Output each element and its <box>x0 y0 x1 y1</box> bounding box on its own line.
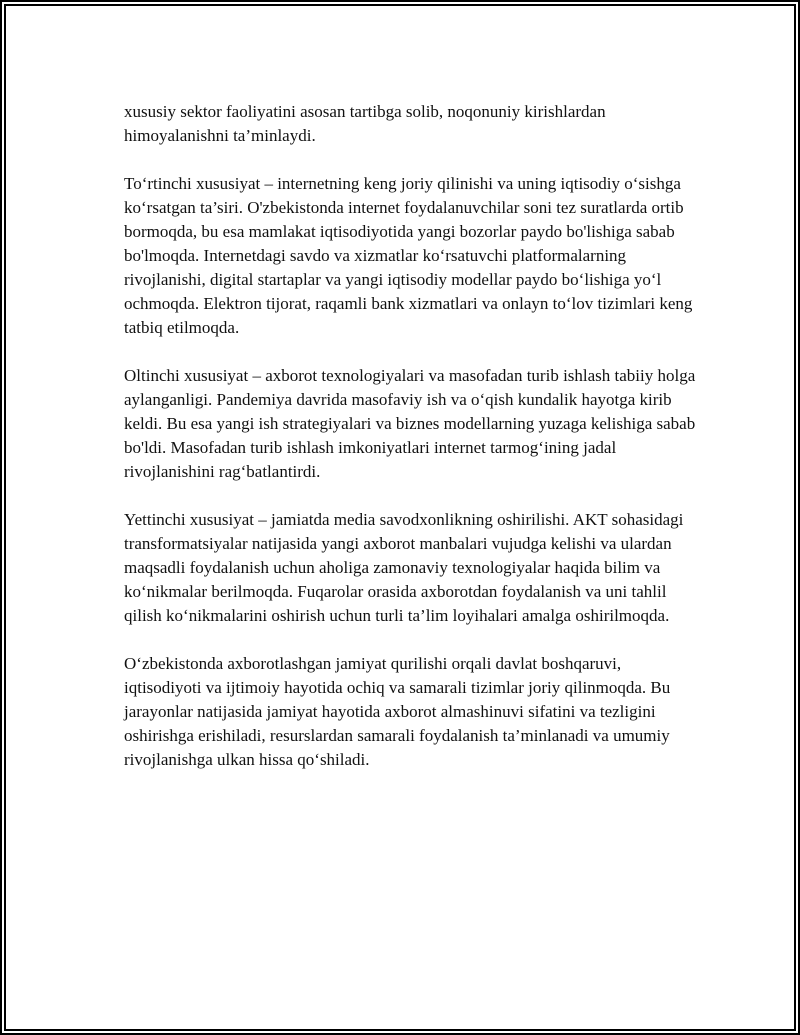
paragraph-conclusion: O‘zbekistonda axborotlashgan jamiyat qurilishi orqali davlat boshqaruvi, iqtisodiyoti va ijtimoiy hayotida ochiq va samarali tizimlar joriy qilinmoqda. Bu jarayonlar natijasida jamiyat hayotida axborot almashinuvi sifatini va tezligini oshirishga erishiladi, resurslardan samarali foydalanish ta’minlanadi va umumiy rivojlanishga ulkan hissa qo‘shiladi. <box>124 654 671 769</box>
paragraph-sixth-feature: Oltinchi xususiyat – axborot texnologiyalari va masofadan turib ishlash tabiiy holga aylanganligi. Pandemiya davrida masofaviy ish va o‘qish kundalik hayotga kirib keldi. Bu esa yangi ish strategiyalari va biznes modellarning yuzaga kelishiga sabab bo'ldi. Masofadan turib ishlash imkoniyatlari internet tarmog‘ining jadal rivojlanishini rag‘batlantirdi. <box>124 366 696 481</box>
paragraph-fourth-feature: To‘rtinchi xususiyat – internetning keng joriy qilinishi va uning iqtisodiy o‘sishga ko‘rsatgan ta’siri. O'zbekistonda internet foydalanuvchilar soni tez suratlarda ortib bormoqda, bu esa mamlakat iqtisodiyotida yangi bozorlar paydo bo'lishiga sabab bo'lmoqda. Internetdagi savdo va xizmatlar ko‘rsatuvchi platformalarning rivojlanishi, digital startaplar va yangi iqtisodiy modellar paydo bo‘lishiga yo‘l ochmoqda. Elektron tijorat, raqamli bank xizmatlari va onlayn to‘lov tizimlari keng tatbiq etilmoqda. <box>124 174 693 337</box>
paragraph-continuation: xususiy sektor faoliyatini asosan tartibga solib, noqonuniy kirishlardan himoyalanishni ta’minlaydi. <box>124 102 606 145</box>
document-body <box>124 100 698 772</box>
paragraph-seventh-feature: Yettinchi xususiyat – jamiatda media savodxonlikning oshirilishi. AKT sohasidagi transformatsiyalar natijasida yangi axborot manbalari vujudga kelishi va ulardan maqsadli foydalanish uchun aholiga zamonaviy texnologiyalar haqida bilim va ko‘nikmalar berilmoqda. Fuqarolar orasida axborotdan foydalanish va uni tahlil qilish ko‘nikmalarini oshirish uchun turli ta’lim loyihalari amalga oshirilmoqda. <box>124 510 684 625</box>
